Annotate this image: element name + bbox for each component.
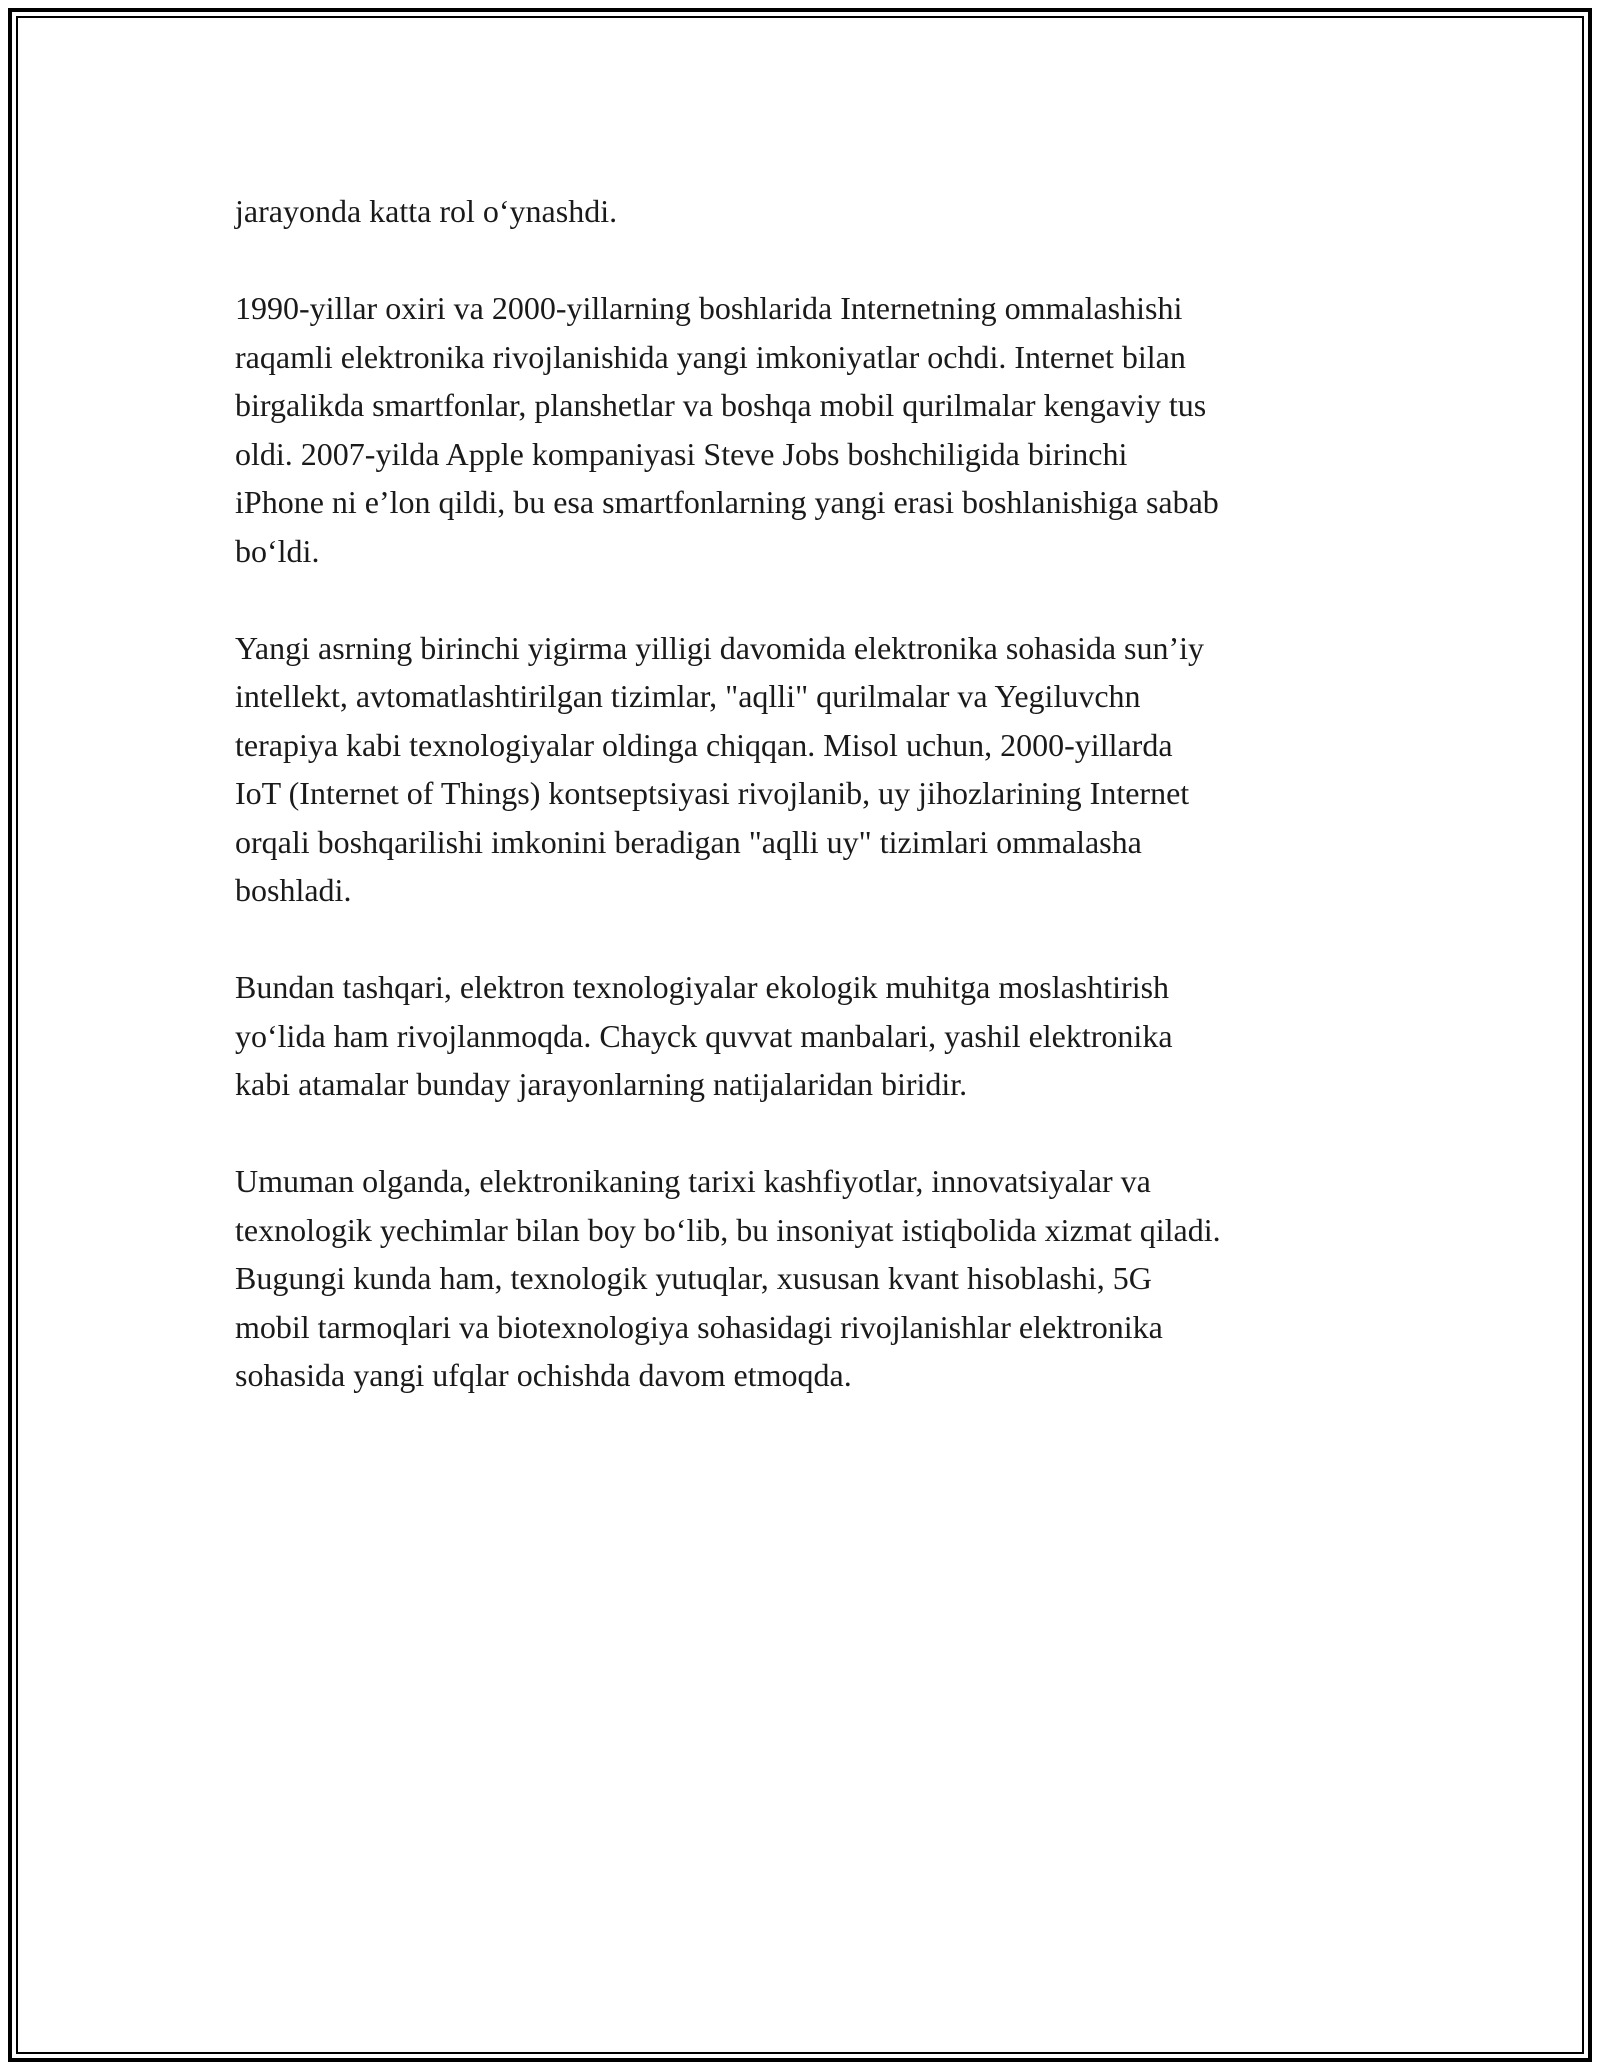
text-line: boshladi. (235, 872, 352, 908)
text-line: intellekt, avtomatlashtirilgan tizimlar, "aqlli" qurilmalar va Yegiluvchn (235, 678, 1141, 714)
text-line: 1990-yillar oxiri va 2000-yillarning boshlarida Internetning ommalashishi (235, 290, 1183, 326)
text-line: Bugungi kunda ham, texnologik yutuqlar, xususan kvant hisoblashi, 5G (235, 1260, 1152, 1296)
document-body (235, 187, 1375, 1448)
text-line: yo‘lida ham rivojlanmoqda. Chayck quvvat manbalari, yashil elektronika (235, 1017, 1173, 1054)
text-line: sohasida yangi ufqlar ochishda davom etmoqda. (235, 1357, 852, 1393)
text-line: Umuman olganda, elektronikaning tarixi kashfiyotlar, innovatsiyalar va (235, 1163, 1151, 1199)
text-line: Yangi asrning birinchi yigirma yilligi davomida elektronika sohasida sun’iy (235, 629, 1205, 666)
paragraph (235, 284, 1375, 575)
text-line: IoT (Internet of Things) kontseptsiyasi rivojlanib, uy jihozlarining Internet (235, 775, 1190, 811)
text-line: jarayonda katta rol o‘ynashdi. (235, 193, 618, 229)
text-line: birgalikda smartfonlar, planshetlar va boshqa mobil qurilmalar kengaviy tus (235, 387, 1207, 423)
text-line: mobil tarmoqlari va biotexnologiya sohasidagi rivojlanishlar elektronika (235, 1308, 1163, 1345)
paragraph (235, 624, 1375, 915)
paragraph (235, 1157, 1375, 1400)
text-line: oldi. 2007-yilda Apple kompaniyasi Steve Jobs boshchiligida birinchi (235, 435, 1128, 472)
paragraph (235, 187, 1375, 236)
text-line: bo‘ldi. (235, 532, 320, 569)
paragraph (235, 963, 1375, 1109)
text-line: kabi atamalar bunday jarayonlarning natijalaridan biridir. (235, 1066, 968, 1102)
text-line: orqali boshqarilishi imkonini beradigan "aqlli uy" tizimlari ommalasha (235, 823, 1142, 860)
text-line: terapiya kabi texnologiyalar oldinga chiqqan. Misol uchun, 2000-yillarda (235, 726, 1173, 763)
text-line: texnologik yechimlar bilan boy bo‘lib, bu insoniyat istiqbolida xizmat qiladi. (235, 1211, 1221, 1248)
text-line: iPhone ni e’lon qildi, bu esa smartfonlarning yangi erasi boshlanishiga sabab (235, 484, 1219, 520)
text-line: Bundan tashqari, elektron texnologiyalar ekologik muhitga moslashtirish (235, 969, 1170, 1005)
text-line: raqamli elektronika rivojlanishida yangi imkoniyatlar ochdi. Internet bilan (235, 338, 1186, 375)
